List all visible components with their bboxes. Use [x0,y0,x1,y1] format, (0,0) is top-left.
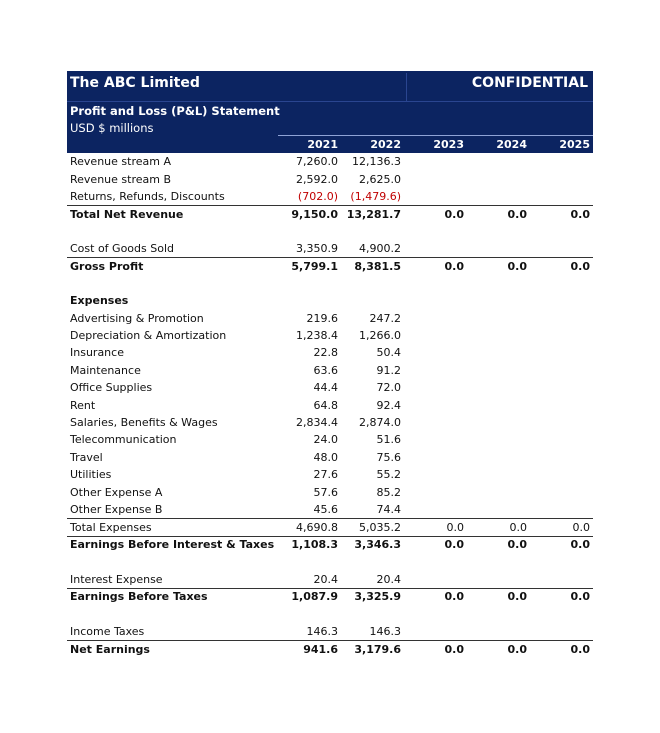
value-2022: 72.0 [376,381,401,395]
year-header-row [67,136,593,153]
row-adv [67,310,593,327]
value-2021: 63.6 [313,363,338,377]
row-oth-b [67,501,593,518]
pnl-statement [67,71,593,657]
value-2021: 941.6 [303,642,338,656]
value-2021: 64.8 [313,398,338,412]
row-label: Office Supplies [70,381,153,395]
value-2021: 7,260.0 [296,155,338,169]
row-label: Earnings Before Taxes [70,590,208,604]
value-2022: 2,625.0 [359,172,401,186]
row-int [67,570,593,587]
row-util [67,466,593,483]
row-ebt [67,588,593,605]
value-2025: 0.0 [570,538,590,552]
value-2021: 2,592.0 [296,172,338,186]
row-label: Telecommunication [70,433,177,447]
row-exp-head [67,292,593,309]
row-cogs [67,240,593,257]
value-2024: 0.0 [507,538,527,552]
row-tnr [67,205,593,222]
row-label: Advertising & Promotion [70,311,204,325]
value-2022: 13,281.7 [346,207,401,221]
value-2021: 146.3 [306,624,338,638]
company-name: The ABC Limited [70,75,200,91]
value-2023: 0.0 [444,642,464,656]
row-label: Revenue stream B [70,172,171,186]
value-2021: (702.0) [297,189,338,203]
value-2021: 1,087.9 [291,590,338,604]
row-oth-a [67,483,593,500]
value-2021: 9,150.0 [291,207,338,221]
row-net [67,640,593,657]
row-sal [67,414,593,431]
value-2021: 27.6 [313,468,338,482]
row-office [67,379,593,396]
row-label: Total Net Revenue [70,207,184,221]
row-label: Cost of Goods Sold [70,242,174,256]
value-2022: (1,479.6) [350,189,401,203]
value-2022: 12,136.3 [352,155,401,169]
year-2023: 2023 [433,138,464,151]
value-2022: 2,874.0 [359,416,401,430]
value-2021: 22.8 [313,346,338,360]
value-2022: 1,266.0 [359,329,401,343]
value-2022: 20.4 [376,572,401,586]
value-2025: 0.0 [570,260,590,274]
year-2025: 2025 [559,138,590,151]
row-label: Income Taxes [70,624,145,638]
value-2022: 74.4 [376,503,401,516]
value-2021: 45.6 [313,503,338,516]
value-2022: 8,381.5 [354,260,401,274]
row-gp [67,257,593,274]
year-header-rule [278,135,593,136]
value-2023: 0.0 [444,207,464,221]
value-2022: 55.2 [376,468,401,482]
value-2021: 20.4 [313,572,338,586]
value-2025: 0.0 [570,642,590,656]
row-label: Revenue stream A [70,155,171,169]
statement-body [67,153,593,657]
value-2022: 146.3 [369,624,401,638]
year-2022: 2022 [370,138,401,151]
row-label: Total Expenses [70,520,152,534]
value-2021: 4,690.8 [296,520,338,534]
value-2021: 5,799.1 [291,260,338,274]
row-tax [67,623,593,640]
row-travel [67,449,593,466]
units-label [67,119,593,136]
value-2021: 1,238.4 [296,329,338,343]
value-2022: 3,346.3 [354,538,401,552]
value-2021: 24.0 [313,433,338,447]
spacer-row [67,553,593,570]
row-dep [67,327,593,344]
value-2024: 0.0 [507,590,527,604]
value-2021: 3,350.9 [296,242,338,256]
row-label: Net Earnings [70,642,150,656]
row-rev-b [67,170,593,187]
statement-title: Profit and Loss (P&L) Statement [67,101,593,119]
row-label: Earnings Before Interest & Taxes [70,538,275,552]
row-label: Rent [70,398,96,412]
spacer-row [67,605,593,622]
value-2024: 0.0 [507,207,527,221]
value-2021: 48.0 [313,450,338,464]
value-2022: 85.2 [376,485,401,499]
value-2021: 2,834.4 [296,416,338,430]
row-label: Expenses [70,294,129,308]
value-2022: 4,900.2 [359,242,401,256]
row-rev-a [67,153,593,170]
year-2021: 2021 [307,138,338,151]
value-2025: 0.0 [572,520,590,534]
row-label: Returns, Refunds, Discounts [70,189,225,203]
value-2023: 0.0 [444,590,464,604]
value-2021: 219.6 [306,311,338,325]
value-2023: 0.0 [446,520,464,534]
value-2022: 92.4 [376,398,401,412]
row-ins [67,344,593,361]
value-2024: 0.0 [507,260,527,274]
row-label: Depreciation & Amortization [70,329,227,343]
value-2021: 57.6 [313,485,338,499]
value-2022: 75.6 [376,450,401,464]
value-2022: 50.4 [376,346,401,360]
row-label: Insurance [70,346,124,360]
row-tot-exp [67,518,593,535]
row-label: Travel [70,450,103,464]
value-2022: 51.6 [376,433,401,447]
row-label: Salaries, Benefits & Wages [70,416,218,430]
value-2024: 0.0 [507,642,527,656]
row-maint [67,362,593,379]
value-2021: 44.4 [313,381,338,395]
header-divider [406,73,407,101]
spacer-row [67,223,593,240]
row-label: Other Expense B [70,503,163,516]
row-label: Interest Expense [70,572,163,586]
value-2022: 3,179.6 [354,642,401,656]
row-returns [67,188,593,205]
row-label: Maintenance [70,363,141,377]
value-2023: 0.0 [444,538,464,552]
value-2021: 1,108.3 [291,538,338,552]
value-2024: 0.0 [509,520,527,534]
header-title-bar [67,71,593,101]
value-2022: 3,325.9 [354,590,401,604]
value-2022: 247.2 [369,311,401,325]
row-ebit [67,536,593,553]
year-2024: 2024 [496,138,527,151]
units-text: USD $ millions [70,121,154,135]
row-label: Utilities [70,468,112,482]
row-label: Other Expense A [70,485,163,499]
row-label: Gross Profit [70,260,144,274]
row-tele [67,431,593,448]
value-2022: 5,035.2 [359,520,401,534]
value-2025: 0.0 [570,207,590,221]
spacer-row [67,275,593,292]
value-2023: 0.0 [444,260,464,274]
value-2025: 0.0 [570,590,590,604]
row-rent [67,396,593,413]
confidential-label: CONFIDENTIAL [471,75,588,91]
value-2022: 91.2 [376,363,401,377]
